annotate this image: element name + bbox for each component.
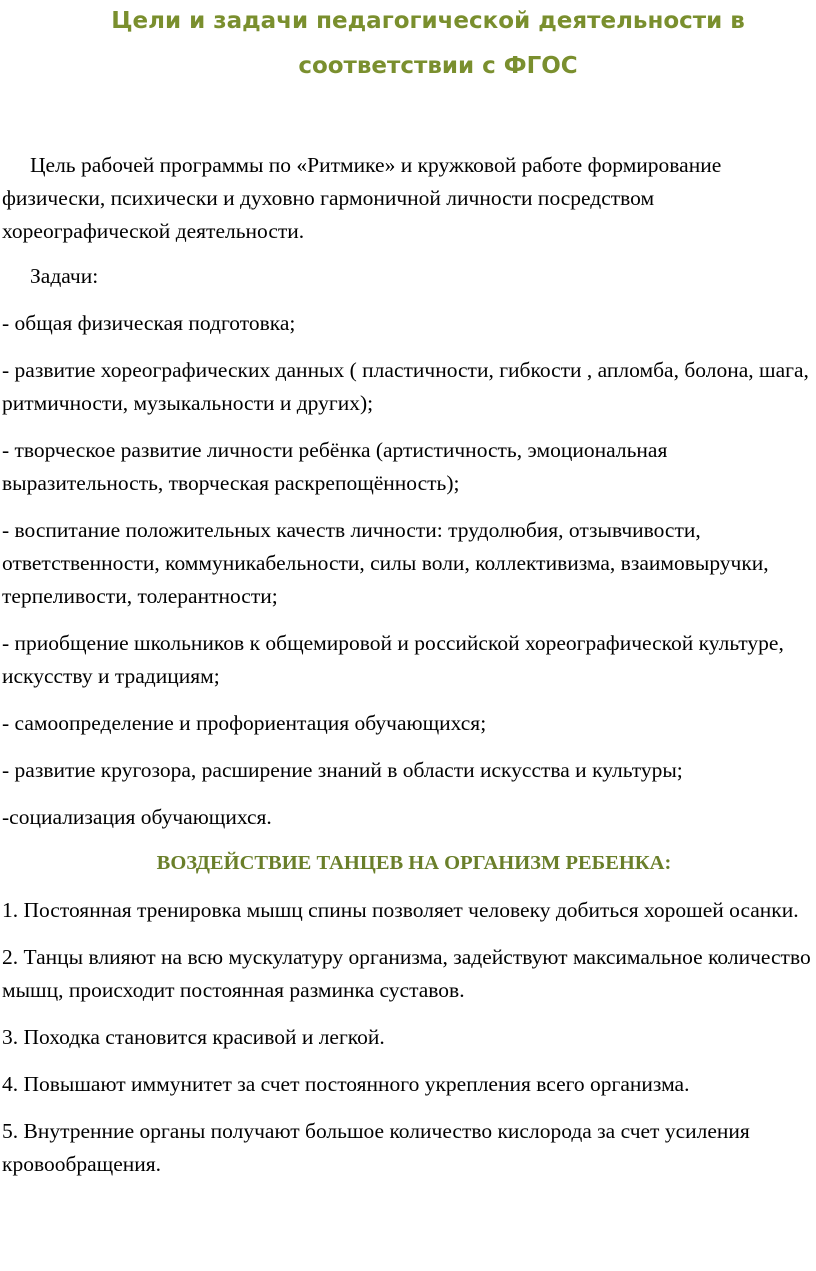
effect-item: 5. Внутренние органы получают большое количество кислорода за счет усиления кровообращения.	[2, 1119, 750, 1176]
effect-item: 1. Постоянная тренировка мышц спины позволяет человеку добиться хорошей осанки.	[2, 898, 799, 922]
task-item: - приобщение школьников к общемировой и российской хореографической культуре, искусству и традициям;	[2, 631, 784, 688]
title-line-1: Цели и задачи педагогической деятельности в	[111, 8, 745, 34]
task-item: - общая физическая подготовка;	[2, 311, 296, 335]
document-body	[2, 149, 812, 1181]
task-item: - развитие хореографических данных ( пластичности, гибкости , апломба, болона, шага, ритмичности, музыкальности и других);	[2, 358, 809, 415]
effect-item: 2. Танцы влияют на всю мускулатуру организма, задействуют максимальное количество мышц, происходит постоянная разминка суставов.	[2, 945, 811, 1002]
task-item: - развитие кругозора, расширение знаний в области искусства и культуры;	[2, 758, 683, 782]
title-line-2: соответствии с ФГОС	[298, 53, 578, 79]
task-item: - воспитание положительных качеств личности: трудолюбия, отзывчивости, ответственности, коммуникабельности, силы воли, коллективизма, взаимовыручки, терпеливости, толерантности;	[2, 518, 769, 608]
effect-item: 3. Походка становится красивой и легкой.	[2, 1025, 385, 1049]
task-item: - творческое развитие личности ребёнка (артистичность, эмоциональная выразительность, творческая раскрепощённость);	[2, 438, 668, 495]
task-item: - самоопределение и профориентация обучающихся;	[2, 711, 487, 735]
effect-item: 4. Повышают иммунитет за счет постоянного укрепления всего организма.	[2, 1072, 690, 1096]
page-title	[0, 0, 816, 88]
tasks-label: Задачи:	[30, 264, 99, 288]
task-item: -социализация обучающихся.	[2, 805, 272, 829]
goal-paragraph: Цель рабочей программы по «Ритмике» и кружковой работе формирование физически, психически и духовно гармоничной личности посредством хореографической деятельности.	[2, 153, 722, 243]
effects-heading: ВОЗДЕЙСТВИЕ ТАНЦЕВ НА ОРГАНИЗМ РЕБЕНКА:	[156, 852, 672, 874]
